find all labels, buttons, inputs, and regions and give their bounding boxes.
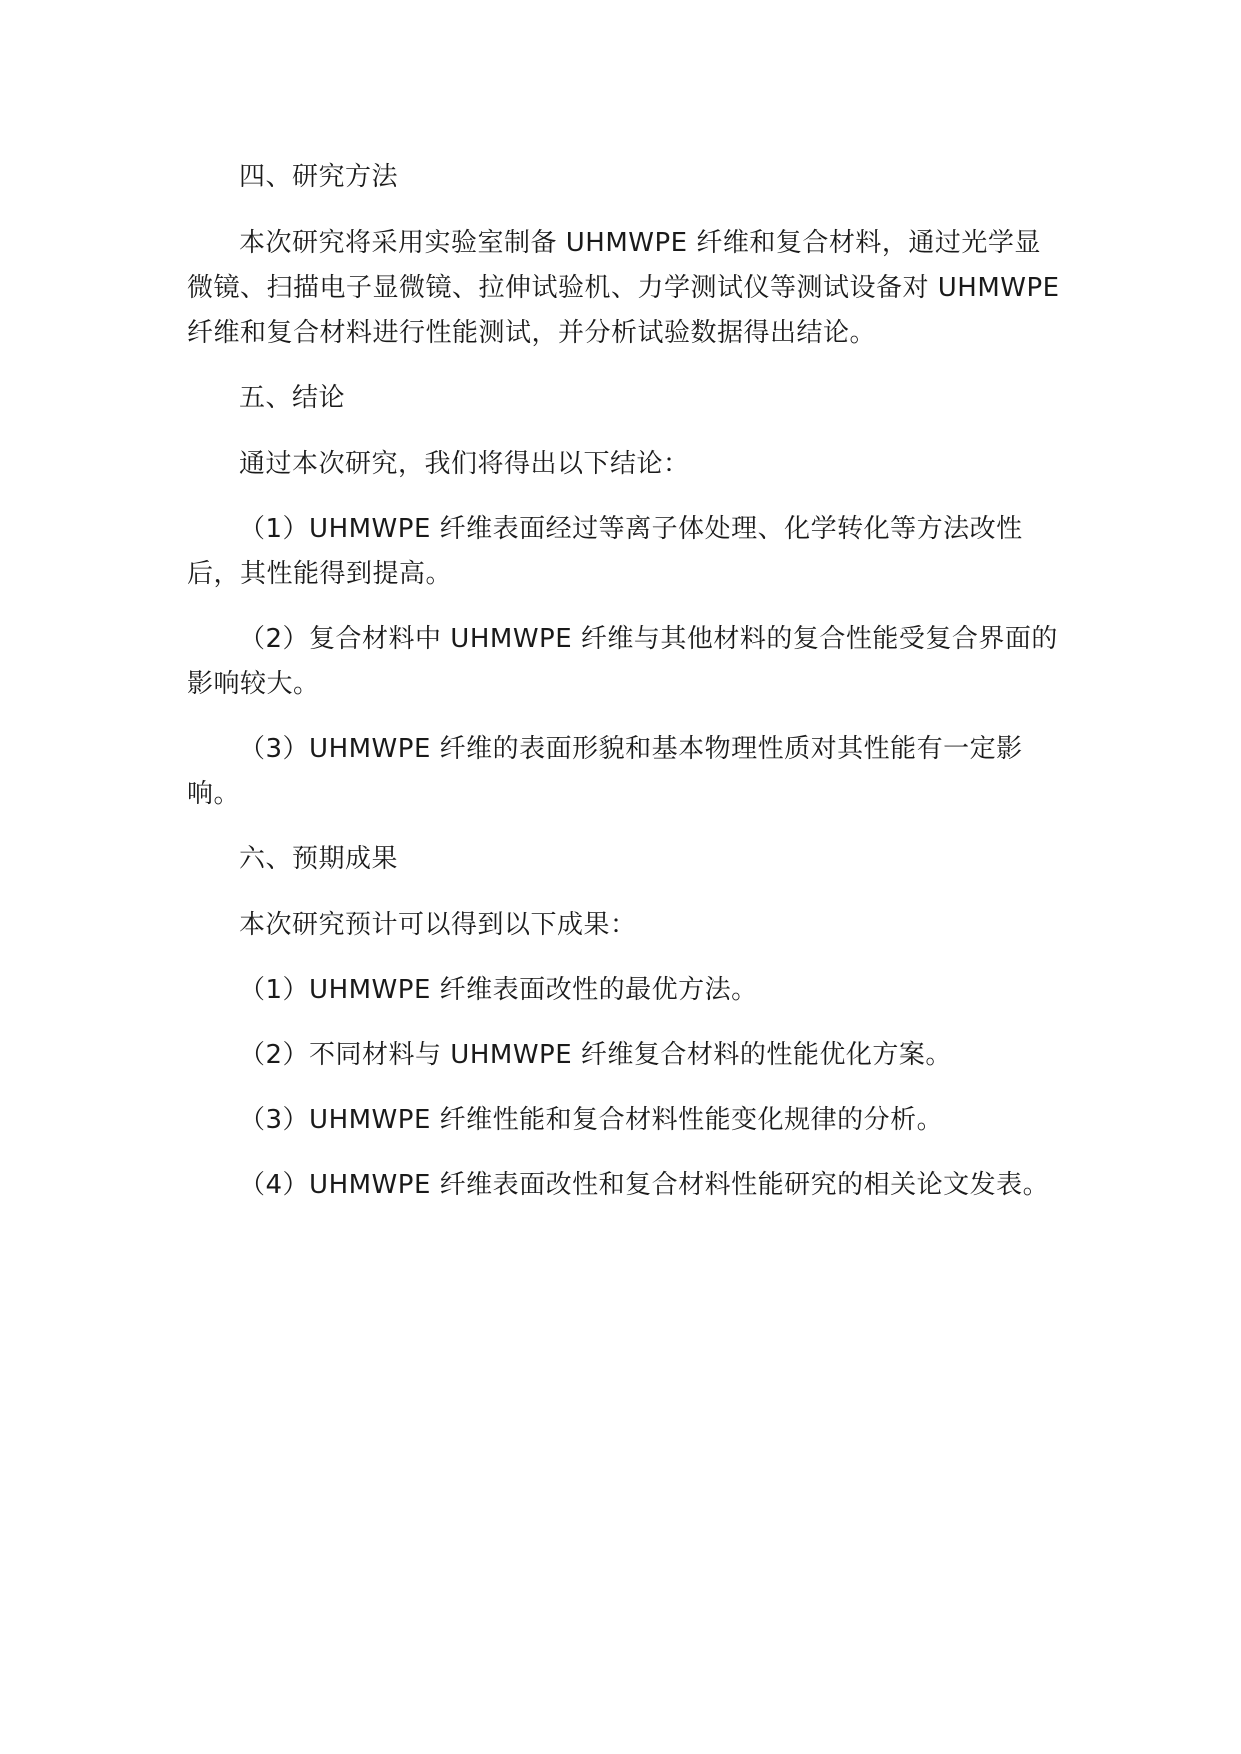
expected-result-item-3: （3）UHMWPE 纤维性能和复合材料性能变化规律的分析。 [239,1105,944,1135]
conclusion-item-2: （2）复合材料中 UHMWPE 纤维与其他材料的复合性能受复合界面的影响较大。 [187,624,1058,699]
expected-result-item-4: （4）UHMWPE 纤维表面改性和复合材料性能研究的相关论文发表。 [239,1170,1050,1200]
paragraph-expected-results-intro: 本次研究预计可以得到以下成果： [239,910,637,940]
paragraph-research-methods: 本次研究将采用实验室制备 UHMWPE 纤维和复合材料，通过光学显微镜、扫描电子显微镜、拉伸试验机、力学测试仪等测试设备对 UHMWPE 纤维和复合材料进行性能测试，并分析试验数据得出结论。 [187,228,1060,348]
conclusion-item-3: （3）UHMWPE 纤维的表面形貌和基本物理性质对其性能有一定影响。 [187,734,1023,809]
paragraph-conclusions-intro: 通过本次研究，我们将得出以下结论： [239,449,690,479]
expected-result-item-2: （2）不同材料与 UHMWPE 纤维复合材料的性能优化方案。 [239,1040,952,1070]
section-heading-expected-results: 六、预期成果 [239,844,399,874]
section-heading-conclusions: 五、结论 [239,383,346,413]
expected-result-item-1: （1）UHMWPE 纤维表面改性的最优方法。 [239,975,758,1005]
conclusion-item-1: （1）UHMWPE 纤维表面经过等离子体处理、化学转化等方法改性后，其性能得到提高。 [187,514,1023,589]
document-body [187,155,1067,1228]
section-heading-research-methods: 四、研究方法 [239,162,399,192]
